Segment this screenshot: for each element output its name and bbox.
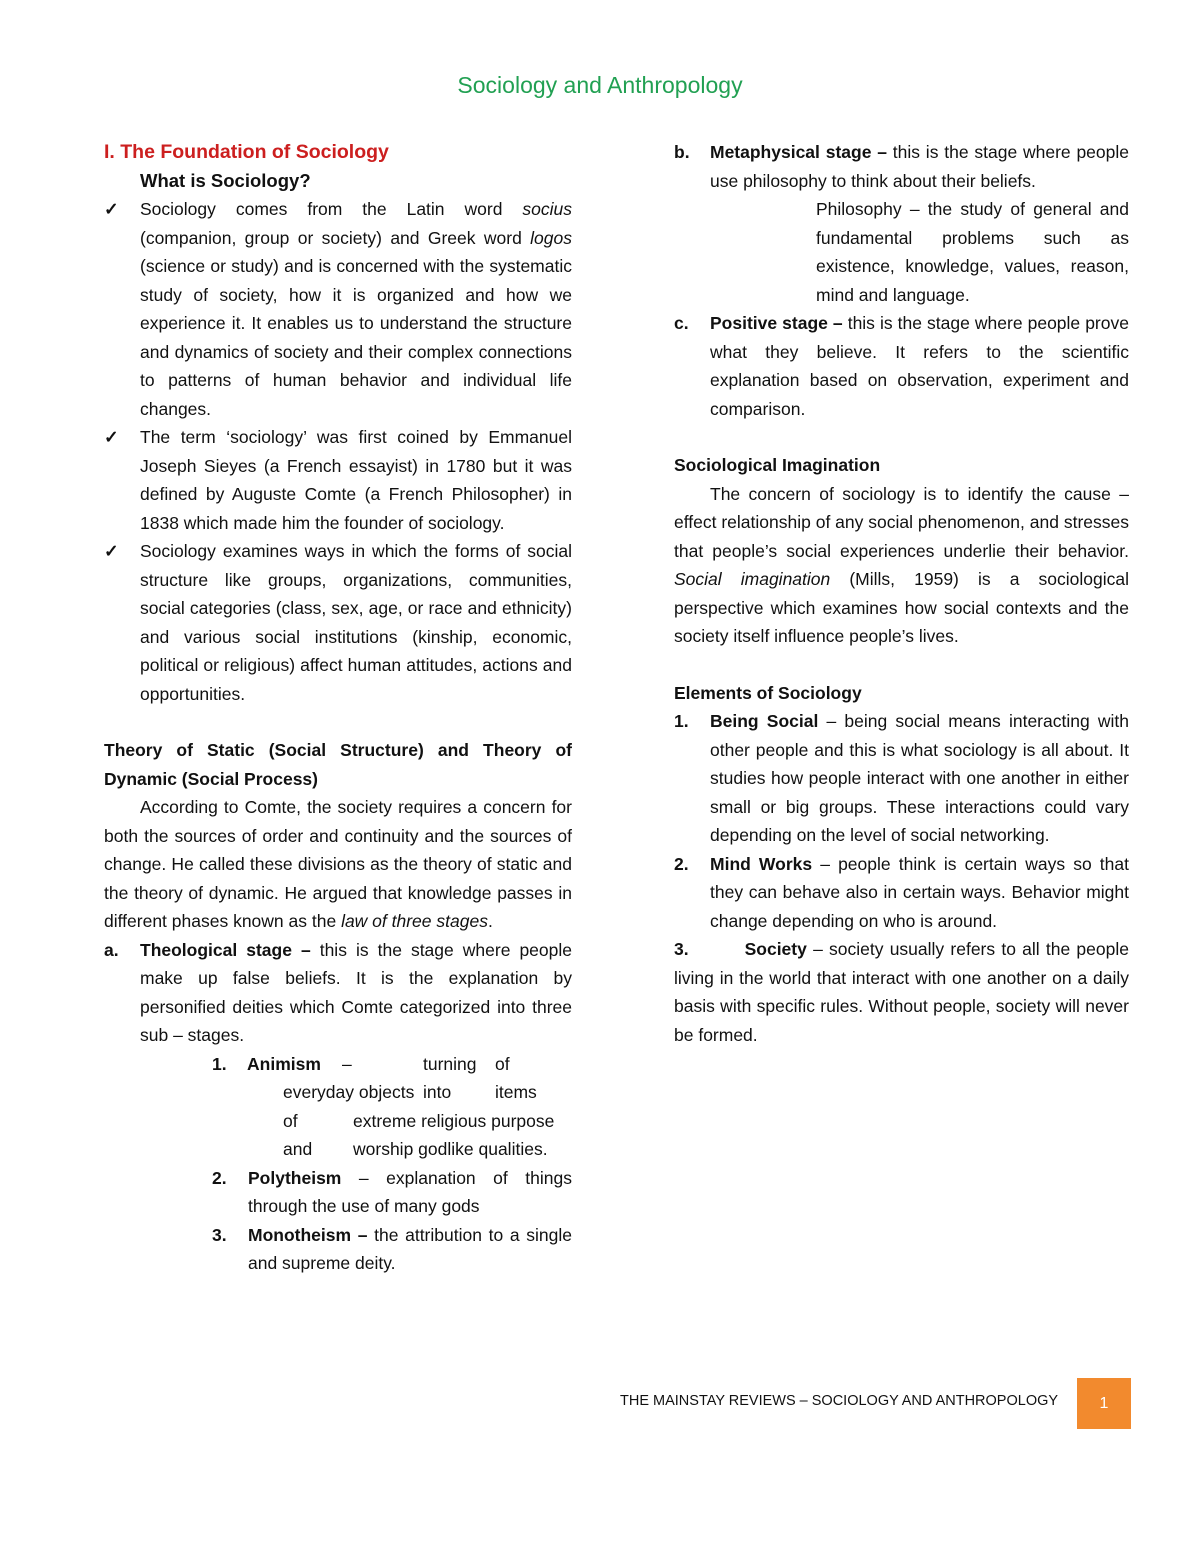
- checkmark-icon: ✓: [104, 199, 119, 219]
- stage-item-metaphysical: b. Metaphysical stage – this is the stage where people use philosophy to think about their beliefs.: [674, 142, 1130, 191]
- sub-stage-polytheism: 2. Polytheism – explanation of things through the use of many gods: [212, 1167, 572, 1216]
- element-item-society: 3. Society – society usually refers to all the people living in the world that interact with one another on a daily basis with specific rules. Without people, society will never be formed.: [674, 939, 1129, 1045]
- bullet-item: ✓ Sociology examines ways in which the forms of social structure like groups, organizations, communities, social categories (class, sex, age, or race and ethnicity) and various social institutions (kinship, economic, political or religious) affect human attitudes, actions and opportunities.: [104, 537, 572, 708]
- imagination-paragraph: The concern of sociology is to identify the cause – effect relationship of any social phenomenon, and stresses that people’s social experiences underlie their behavior. Social imagination (Mills, 1959) is a sociological perspective which examines how social contexts and the society itself influence people’s lives.: [674, 483, 1129, 646]
- element-item-mind-works: 2. Mind Works – people think is certain ways so that they can behave also in certain ways. Behavior might change depending on who is around.: [674, 853, 1129, 931]
- page-title: Sociology and Anthropology: [457, 72, 743, 98]
- sub-stage-animism: 1. Animism – turning of everyday objects into items of extreme religious purpose and worship godlike qualities.: [212, 1053, 555, 1159]
- left-column: [104, 138, 572, 1278]
- checkmark-icon: ✓: [104, 541, 119, 561]
- imagination-heading: Sociological Imagination: [674, 455, 881, 475]
- theory-heading: Theory of Static (Social Structure) and Theory of Dynamic (Social Process): [104, 740, 572, 789]
- stage-item-theological: a. Theological stage – this is the stage where people make up false beliefs. It is the explanation by personified deities which Comte categorized into three sub – stages.: [104, 939, 572, 1045]
- elements-heading: Elements of Sociology: [674, 682, 862, 703]
- page-number-badge: 1: [1077, 1378, 1131, 1429]
- section-heading: I. The Foundation of Sociology: [104, 141, 389, 163]
- stage-item-positive: c. Positive stage – this is the stage where people prove what they believe. It refers to the scientific explanation based on observation, experiment and comparison.: [674, 313, 1129, 419]
- philosophy-definition: Philosophy – the study of general and fundamental problems such as existence, knowledge, values, reason, mind and language.: [816, 199, 1129, 305]
- right-column: [674, 138, 1129, 1049]
- element-item-being-social: 1. Being Social – being social means interacting with other people and this is what sociology is all about. It studies how people interact with one another in either small or big groups. These interactions could vary depending on the level of social networking.: [674, 711, 1129, 845]
- footer-text: THE MAINSTAY REVIEWS – SOCIOLOGY AND ANTHROPOLOGY: [620, 1393, 1059, 1409]
- bullet-item: ✓ Sociology comes from the Latin word socius (companion, group or society) and Greek word logos (science or study) and is concerned with the systematic study of society, how it is organized and how we experience it. It enables us to understand the structure and dynamics of society and their complex connections to patterns of human behavior and individual life changes.: [104, 195, 572, 423]
- subsection-heading: What is Sociology?: [140, 169, 311, 191]
- bullet-item: ✓ The term ‘sociology’ was first coined by Emmanuel Joseph Sieyes (a French essayist) in 1780 but it was defined by Auguste Comte (a French Philosopher) in 1838 which made him the founder of sociology.: [104, 423, 572, 537]
- sub-stage-monotheism: 3. Monotheism – the attribution to a single and supreme deity.: [212, 1224, 572, 1273]
- checkmark-icon: ✓: [104, 427, 119, 447]
- theory-paragraph: According to Comte, the society requires a concern for both the sources of order and continuity and the sources of change. He called these divisions as the theory of static and the theory of dynamic. He argued that knowledge passes in different phases known as the law of three stages.: [104, 797, 572, 931]
